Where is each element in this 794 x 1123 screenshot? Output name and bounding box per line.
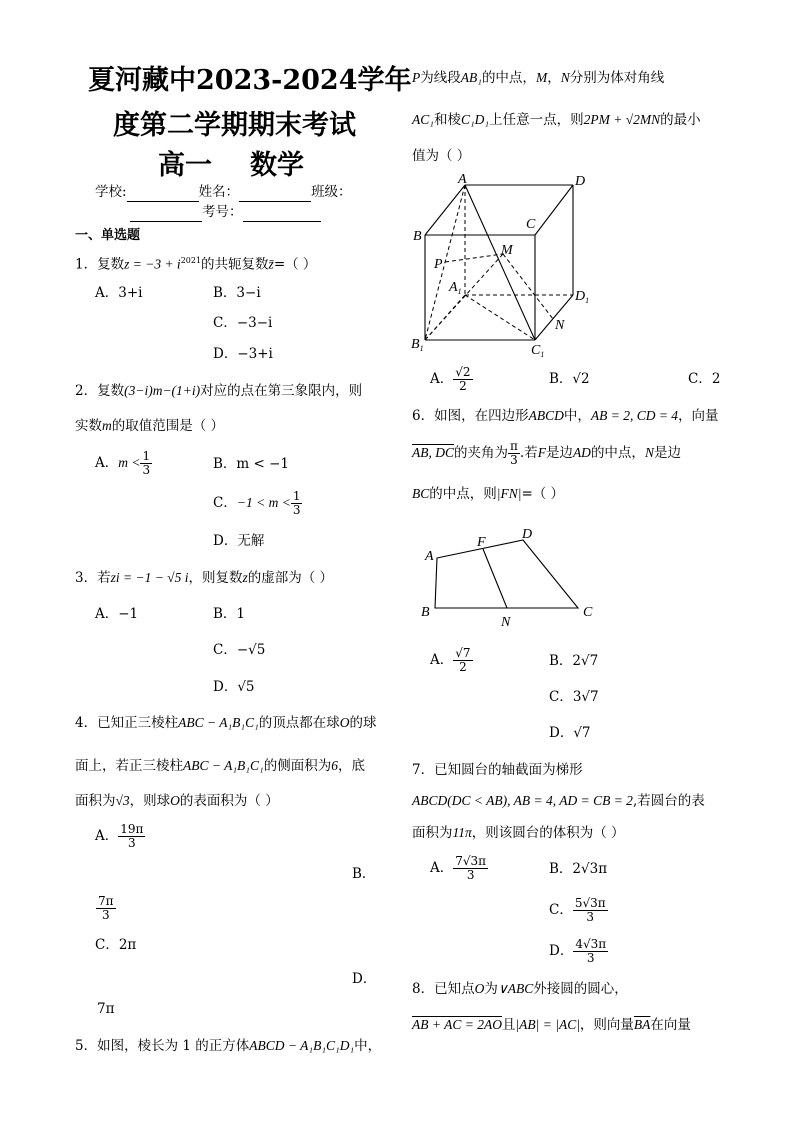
q7-l2a: ,若圆台的表: [632, 793, 705, 809]
q6-l2a: 的夹角为: [454, 445, 508, 461]
q4-l1c: 的球: [349, 715, 377, 731]
q7-l3b: ，则该圆台的体积为（ ）: [471, 825, 625, 841]
q1-option-a[interactable]: A．3+i: [95, 285, 143, 301]
info-school-row: [95, 183, 352, 202]
q5-cube: ABCD − A₁B₁C₁D₁: [249, 1038, 355, 1053]
q7-line2: [412, 792, 705, 810]
q6-abs: |FN|: [496, 486, 522, 501]
q6-ad: AD: [572, 445, 591, 460]
q6-a-num: √7: [455, 646, 471, 660]
q4-option-d-label[interactable]: D．: [352, 971, 377, 987]
label-C1: [531, 343, 544, 359]
q2-option-d[interactable]: D．无解: [213, 533, 265, 549]
q6-l1c: ，向量: [678, 408, 719, 424]
q6-l3b: =（ ）: [521, 486, 565, 502]
q6-f: F: [537, 445, 546, 460]
q6-l2b: .若: [519, 445, 538, 461]
q7-c-frac: [573, 897, 608, 924]
q4-a-pre: A．: [95, 828, 119, 844]
q3-option-d[interactable]: D．√5: [213, 679, 255, 695]
label-B: B: [413, 229, 422, 244]
q5-l1c: ，: [547, 70, 561, 86]
label-A: A: [425, 549, 434, 564]
q5-a-den: 2: [459, 379, 467, 393]
label-C: C: [526, 217, 536, 232]
q4-b-num: 7π: [98, 894, 114, 908]
exam-no-field[interactable]: [243, 203, 321, 222]
q7-option-d[interactable]: [549, 934, 608, 968]
q5-seg1: AC₁: [412, 112, 434, 127]
q2-line1: [75, 382, 362, 400]
q2-a-pre: A．: [95, 455, 119, 471]
q8-expr: AB + AC = 2AO: [412, 1017, 502, 1032]
q1-stem-c: =（ ）: [273, 256, 317, 273]
q2-line2: [75, 417, 224, 435]
q8-tri: ∨ABC: [497, 981, 534, 996]
q1-stem-b: 的共轭复数: [201, 256, 269, 273]
q7-c-den: 3: [586, 910, 595, 924]
q7-c-num: 5√3π: [574, 896, 606, 910]
q4-b-den: 3: [101, 908, 110, 922]
q4-l2b: 的侧面积为: [263, 758, 332, 774]
q2-c-frac: [291, 490, 303, 517]
q8-l1b: 为: [484, 981, 498, 997]
q7-a-frac: [453, 855, 488, 882]
q6-option-d[interactable]: D．√7: [549, 725, 591, 741]
q7-expr: ABCD(DC < AB), AB = 4, AD = CB = 2: [412, 793, 633, 808]
q8-ba: $\overline{BA}$: [633, 1017, 651, 1032]
quad-ABCD: [435, 540, 578, 608]
q6-l2d: 的中点，: [590, 445, 645, 461]
q2-l2b: 的取值范围是（ ）: [111, 418, 225, 434]
q7-d-pre: D．: [549, 943, 574, 959]
q6-l2c: 是边: [545, 445, 573, 461]
q8-l2a: 且: [501, 1017, 516, 1033]
q7-line3: [412, 824, 625, 842]
q8-o: O: [474, 981, 485, 996]
q5-option-b[interactable]: B．√2: [549, 371, 590, 387]
label-C1-sub: 1: [540, 350, 545, 359]
q2-l1b: 对应的点在第三象限内，则: [200, 383, 363, 399]
q6-option-c[interactable]: C．3√7: [549, 689, 599, 705]
q6-l3a: 的中点，则: [429, 486, 497, 502]
label-D1: [574, 289, 589, 305]
info-exam-row: [130, 203, 321, 222]
q5-seg2: C₁D₁: [460, 112, 490, 127]
q7-a-num: 7√3π: [455, 854, 487, 868]
q4-l3c: 的表面积为（ ）: [179, 793, 279, 809]
q6-pi-frac: [508, 440, 520, 467]
q2-a-den: 3: [142, 463, 151, 477]
q2-c-den: 3: [292, 503, 301, 517]
q2-option-a[interactable]: [95, 446, 152, 480]
q8-l2c: 在向量: [650, 1017, 691, 1033]
q8-l2b: ，则向量: [579, 1017, 634, 1033]
q4-option-b-value: [96, 891, 116, 925]
q7-line1: 7．已知圆台的轴截面为梯形: [412, 762, 583, 778]
label-M: M: [501, 243, 513, 258]
q6-pi-num: π: [510, 439, 518, 453]
q2-option-c[interactable]: [213, 486, 302, 520]
q5-line0: [75, 1037, 381, 1055]
q3-option-b[interactable]: B．1: [213, 606, 246, 622]
q2-l2a: 实数: [75, 418, 102, 434]
q6-line2: [412, 436, 681, 470]
q7-d-num: 4√3π: [575, 937, 607, 951]
q4-option-a[interactable]: [95, 819, 145, 853]
label-D: D: [575, 174, 586, 189]
label-A1-sub: 1: [457, 287, 462, 296]
edge-CD: [535, 185, 573, 235]
q2-option-b[interactable]: B．m < −1: [213, 456, 290, 472]
q4-l1b: 的顶点都在球: [258, 715, 340, 731]
q5-line1: [412, 69, 664, 87]
label-B1-main: B: [411, 337, 420, 352]
q3-z: z: [242, 570, 248, 585]
q1-option-b[interactable]: B．3−i: [213, 285, 261, 301]
q6-l1a: 6．如图，在四边形: [412, 408, 529, 424]
q5-cube-figure: [405, 170, 605, 360]
q7-option-a[interactable]: [430, 851, 488, 885]
label-N: N: [501, 615, 511, 630]
q2-c-pre: C．: [213, 495, 237, 511]
q1-stem: [75, 252, 316, 274]
seg-PM-hidden: [445, 254, 503, 262]
q2-a-num: 1: [142, 449, 151, 463]
q4-sqrt3: √3: [115, 793, 130, 808]
label-C1-main: C: [531, 343, 541, 358]
diag-AC1: [465, 185, 535, 340]
name-field[interactable]: [239, 183, 311, 202]
q5-p: P: [412, 70, 421, 85]
label-C: C: [583, 605, 593, 620]
q1-exp: 2021: [180, 256, 202, 265]
q1-expr: z = −3 + i: [124, 256, 181, 272]
label-B: B: [421, 605, 430, 620]
label-B1: [411, 337, 424, 353]
exam-no-label: 考号：: [202, 204, 243, 220]
q6-option-a[interactable]: [430, 643, 473, 677]
q4-option-b-label[interactable]: B．: [352, 866, 376, 882]
edge-BA: [425, 185, 465, 235]
q5-line2: [412, 111, 701, 129]
q5-l2b: 上任意一点，则: [489, 112, 584, 128]
q5-n: N: [560, 70, 570, 85]
q7-option-c[interactable]: [549, 893, 608, 927]
q2-l1a: 2．复数: [75, 383, 125, 399]
q3-expr: zi = −1 − √5 i: [110, 570, 189, 585]
label-D1-sub: 1: [585, 296, 590, 305]
q8-abs: |AB| = |AC|: [515, 1017, 580, 1032]
school-field[interactable]: [127, 183, 199, 202]
q3-option-a[interactable]: A．−1: [95, 606, 139, 622]
section-title: 一、单选题: [75, 228, 141, 243]
title-line3-right: 数学: [250, 150, 304, 181]
q7-d-den: 3: [586, 951, 595, 965]
q4-a-num: 19π: [120, 822, 144, 836]
label-B1-sub: 1: [419, 344, 424, 353]
q5-line3: 值为（ ）: [412, 148, 471, 164]
title-line2: 度第二学期期末考试: [113, 110, 356, 141]
q1-stem-a: 1．复数: [75, 256, 125, 273]
label-A1: [448, 280, 462, 296]
q1-option-c[interactable]: C．−3−i: [213, 315, 273, 331]
q5-l2a: 和棱: [433, 112, 461, 128]
q4-line3: [75, 792, 279, 810]
q5-m: M: [535, 70, 548, 85]
q4-o-2: O: [170, 793, 180, 808]
label-D: D: [522, 527, 533, 542]
q4-prism-2: ABC − A₁B₁C₁: [183, 758, 264, 773]
q2-a-frac: [140, 450, 152, 477]
q4-l3b: ，则球: [129, 793, 171, 809]
q4-l2c: ，底: [337, 758, 365, 774]
q5-expr: 2PM + √2MN: [583, 112, 661, 127]
q3-b: ，则复数: [188, 570, 243, 586]
q7-area: 11π: [452, 825, 472, 840]
q8-line1: [412, 980, 628, 998]
q6-a-pre: A．: [430, 652, 454, 668]
q6-cond: AB = 2, CD = 4: [590, 408, 679, 423]
q3-option-c[interactable]: C．−√5: [213, 642, 266, 658]
q5-seg: AB₁: [460, 70, 482, 85]
q4-option-c[interactable]: C．2π: [95, 937, 137, 953]
q1-option-d[interactable]: D．−3+i: [213, 346, 273, 362]
q2-m: m: [102, 418, 112, 433]
name-label: 姓名：: [198, 184, 240, 200]
q6-bc: BC: [412, 486, 430, 501]
q3-c: 的虚部为（ ）: [247, 570, 334, 586]
label-D1-main: D: [575, 289, 586, 304]
q7-option-b[interactable]: B．2√3π: [549, 861, 608, 877]
q4-l2a: 面上，若正三棱柱: [75, 758, 183, 774]
label-N: N: [555, 318, 565, 333]
q2-a-ineq: m <: [118, 455, 141, 470]
q5-option-a[interactable]: [430, 362, 473, 396]
q7-a-pre: A．: [430, 860, 454, 876]
q4-six: 6: [331, 758, 338, 773]
q7-d-frac: [573, 938, 608, 965]
q8-l1a: 8．已知点: [412, 981, 475, 997]
q6-line1: [412, 407, 719, 425]
label-P: P: [434, 257, 443, 272]
class-field[interactable]: [130, 203, 202, 222]
q2-expr: (3−i)m−(1+i): [124, 383, 201, 398]
label-A1-main: A: [449, 280, 458, 295]
q4-line1: [75, 714, 377, 732]
q6-quad: ABCD: [528, 408, 564, 423]
q5-l1b: 的中点，: [481, 70, 536, 86]
title-line1: 夏河藏中2023-2024学年: [88, 65, 412, 96]
q5-a-num: √2: [455, 365, 471, 379]
q5-a-frac: [453, 366, 472, 393]
q5-l0b: 中，: [354, 1038, 382, 1054]
q4-option-d-value: 7π: [97, 1001, 115, 1017]
q6-line3: [412, 485, 564, 503]
q2-c-num: 1: [292, 489, 301, 503]
q6-l1b: 中，: [563, 408, 591, 424]
q6-option-b[interactable]: B．2√7: [549, 653, 599, 669]
q6-a-frac: [453, 647, 472, 674]
q4-o: O: [339, 715, 350, 730]
q4-prism: ABC − A₁B₁C₁: [178, 715, 259, 730]
q4-l1a: 4．已知正三棱柱: [75, 715, 179, 731]
school-label: 学校:: [95, 184, 127, 200]
q6-l2e: 是边: [653, 445, 681, 461]
class-label: 班级：: [311, 184, 352, 200]
q1-zbar: z̄: [268, 256, 274, 272]
q4-l3a: 面积为: [75, 793, 116, 809]
q6-n: N: [644, 445, 654, 460]
q7-l3a: 面积为: [412, 825, 453, 841]
q5-l2c: 的最小: [660, 112, 701, 128]
q2-c-ineq: −1 < m <: [236, 495, 291, 510]
q5-option-c[interactable]: C．2: [688, 371, 721, 387]
seg-FN: [483, 549, 507, 608]
q4-line2: [75, 757, 365, 775]
q8-l1c: 外接圆的圆心，: [533, 981, 628, 997]
q3-a: 3．若: [75, 570, 111, 586]
q3-stem: [75, 569, 333, 587]
q4-a-frac: [118, 823, 145, 850]
q4-b-frac: [96, 895, 116, 922]
q7-a-den: 3: [466, 868, 475, 882]
title-line3-left: 高一: [158, 150, 212, 181]
q6-vec: AB, DC: [412, 445, 454, 460]
q5-a-pre: A．: [430, 371, 454, 387]
q8-line2: [412, 1016, 691, 1034]
q6-a-den: 2: [459, 660, 467, 674]
edge-C1D1: [535, 295, 573, 340]
q5-l1a: 为线段: [420, 70, 461, 86]
q7-c-pre: C．: [549, 902, 573, 918]
q5-l1d: 分别为体对角线: [569, 70, 665, 86]
q6-quad-figure: [415, 520, 615, 635]
label-A: A: [458, 172, 467, 187]
label-F: F: [477, 535, 486, 550]
q6-pi-den: 3: [510, 453, 518, 467]
q5-l0a: 5．如图，棱长为 1 的正方体: [75, 1038, 250, 1054]
q4-a-den: 3: [128, 836, 136, 850]
